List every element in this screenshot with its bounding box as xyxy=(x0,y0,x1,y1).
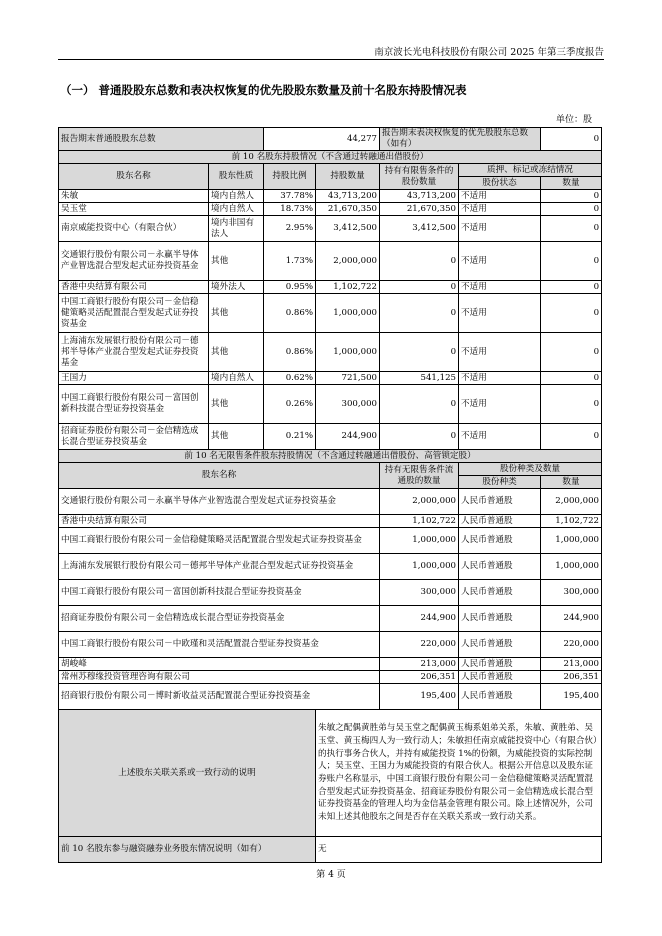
share-type: 人民币普通股 xyxy=(459,671,541,684)
shareholder-name: 吴玉堂 xyxy=(59,203,209,216)
shares-held: 300,000 xyxy=(316,385,380,424)
section-heading: （一） 普通股股东总数和表决权恢复的优先股股东数量及前十名股东持股情况表 xyxy=(60,83,467,97)
col-header-ratio: 持股比例 xyxy=(264,164,316,190)
shareholder-nature: 其他 xyxy=(209,333,264,372)
shareholder-row xyxy=(59,372,602,385)
share-type-count: 220,000 xyxy=(541,632,602,658)
preferred-total-value: 0 xyxy=(541,128,602,151)
shares-held: 721,500 xyxy=(316,372,380,385)
col-header-type-group: 股份种类及数量 xyxy=(459,463,602,476)
margin-label: 前 10 名股东参与融资融券业务股东情况说明（如有） xyxy=(59,837,316,863)
shareholder-nature: 境内自然人 xyxy=(209,372,264,385)
unrestricted-caption: 前 10 名无限售条件股东持股情况（不含通过转融通出借股份、高管锁定股） xyxy=(59,450,602,463)
page-header: 南京波长光电科技股份有限公司 2025 年第三季度报告 xyxy=(58,44,604,60)
unrestricted-row xyxy=(59,606,602,632)
share-type-count: 1,000,000 xyxy=(541,528,602,554)
unrestricted-holder-name: 中国工商银行股份有限公司－中欧瑾和灵活配置混合型证券投资基金 xyxy=(59,632,380,658)
share-type: 人民币普通股 xyxy=(459,580,541,606)
relation-row xyxy=(59,710,602,837)
share-type: 人民币普通股 xyxy=(459,528,541,554)
shares-held: 244,900 xyxy=(316,424,380,450)
pledge-count: 0 xyxy=(541,424,602,450)
restricted-shares: 541,125 xyxy=(380,372,459,385)
shareholder-name: 招商证券股份有限公司－金信精选成长混合型证券投资基金 xyxy=(59,424,209,450)
shareholding-ratio: 0.86% xyxy=(264,294,316,333)
share-type-count: 2,000,000 xyxy=(541,489,602,515)
share-type-count: 1,000,000 xyxy=(541,554,602,580)
unrestricted-row xyxy=(59,489,602,515)
shareholder-nature: 境内自然人 xyxy=(209,190,264,203)
col-header-unres-name: 股东名称 xyxy=(59,463,380,489)
shareholder-nature: 其他 xyxy=(209,424,264,450)
pledge-count: 0 xyxy=(541,281,602,294)
col-header-type-count: 数量 xyxy=(541,476,602,489)
col-header-qty: 持股数量 xyxy=(316,164,380,190)
restricted-shares: 0 xyxy=(380,333,459,372)
share-type-count: 206,351 xyxy=(541,671,602,684)
share-type-count: 244,900 xyxy=(541,606,602,632)
unrestricted-qty: 213,000 xyxy=(380,658,459,671)
unrestricted-qty: 195,400 xyxy=(380,684,459,710)
unrestricted-row xyxy=(59,671,602,684)
share-type: 人民币普通股 xyxy=(459,606,541,632)
shareholder-name: 朱敏 xyxy=(59,190,209,203)
top10-header-row xyxy=(59,164,602,177)
restricted-shares: 0 xyxy=(380,281,459,294)
shareholding-ratio: 0.62% xyxy=(264,372,316,385)
unrestricted-holder-name: 香港中央结算有限公司 xyxy=(59,515,380,528)
col-header-status: 股份状态 xyxy=(459,177,541,190)
pledge-count: 0 xyxy=(541,242,602,281)
shareholding-ratio: 37.78% xyxy=(264,190,316,203)
shareholding-ratio: 0.86% xyxy=(264,333,316,372)
restricted-shares: 0 xyxy=(380,424,459,450)
shares-held: 1,000,000 xyxy=(316,333,380,372)
share-type-count: 213,000 xyxy=(541,658,602,671)
unrestricted-holder-name: 招商证券股份有限公司－金信精选成长混合型证券投资基金 xyxy=(59,606,380,632)
relation-label: 上述股东关联关系或一致行动的说明 xyxy=(59,710,316,837)
restricted-shares: 0 xyxy=(380,294,459,333)
margin-row xyxy=(59,837,602,863)
shareholder-nature: 其他 xyxy=(209,385,264,424)
unrestricted-holder-name: 中国工商银行股份有限公司－富国创新科技混合型证券投资基金 xyxy=(59,580,380,606)
unrestricted-row xyxy=(59,580,602,606)
shareholder-row xyxy=(59,242,602,281)
shareholding-ratio: 0.26% xyxy=(264,385,316,424)
shareholder-row xyxy=(59,203,602,216)
unrestricted-qty: 1,000,000 xyxy=(380,554,459,580)
unrestricted-row xyxy=(59,632,602,658)
shareholder-nature: 其他 xyxy=(209,294,264,333)
share-type: 人民币普通股 xyxy=(459,554,541,580)
restricted-shares: 0 xyxy=(380,242,459,281)
pledge-count: 0 xyxy=(541,294,602,333)
unrestricted-qty: 1,102,722 xyxy=(380,515,459,528)
unrestricted-holder-name: 常州苏穆缘投资管理咨询有限公司 xyxy=(59,671,380,684)
pledge-status: 不适用 xyxy=(459,216,541,242)
unrestricted-holder-name: 招商银行股份有限公司－博时新收益灵活配置混合型证券投资基金 xyxy=(59,684,380,710)
share-type-count: 195,400 xyxy=(541,684,602,710)
shareholder-name: 中国工商银行股份有限公司－金信稳健策略灵活配置混合型发起式证券投资基金 xyxy=(59,294,209,333)
shares-held: 21,670,350 xyxy=(316,203,380,216)
pledge-status: 不适用 xyxy=(459,294,541,333)
margin-value: 无 xyxy=(316,837,602,863)
pledge-count: 0 xyxy=(541,372,602,385)
shares-held: 3,412,500 xyxy=(316,216,380,242)
preferred-total-label: 报告期末表决权恢复的优先股股东总数（如有） xyxy=(380,128,541,151)
shareholder-row xyxy=(59,281,602,294)
shareholder-name: 王国力 xyxy=(59,372,209,385)
unrestricted-header-row xyxy=(59,463,602,476)
shareholding-ratio: 1.73% xyxy=(264,242,316,281)
page-number: 第 4 页 xyxy=(316,870,346,880)
col-header-pledge: 质押、标记或冻结情况 xyxy=(459,164,602,177)
unrestricted-row xyxy=(59,658,602,671)
shareholding-ratio: 2.95% xyxy=(264,216,316,242)
shareholder-nature: 境内自然人 xyxy=(209,203,264,216)
pledge-count: 0 xyxy=(541,333,602,372)
col-header-count: 数量 xyxy=(541,177,602,190)
restricted-shares: 0 xyxy=(380,385,459,424)
shareholder-name: 香港中央结算有限公司 xyxy=(59,281,209,294)
col-header-unres-qty: 持有无限售条件流通股的数量 xyxy=(380,463,459,489)
pledge-status: 不适用 xyxy=(459,333,541,372)
top10-caption-row xyxy=(59,151,602,164)
shareholding-ratio: 0.95% xyxy=(264,281,316,294)
restricted-shares: 3,412,500 xyxy=(380,216,459,242)
unrestricted-holder-name: 上海浦东发展银行股份有限公司－德邦半导体产业混合型发起式证券投资基金 xyxy=(59,554,380,580)
unrestricted-qty: 300,000 xyxy=(380,580,459,606)
unrestricted-qty: 220,000 xyxy=(380,632,459,658)
share-type: 人民币普通股 xyxy=(459,515,541,528)
shares-held: 43,713,200 xyxy=(316,190,380,203)
unrestricted-row xyxy=(59,554,602,580)
shareholder-row xyxy=(59,333,602,372)
restricted-shares: 43,713,200 xyxy=(380,190,459,203)
pledge-count: 0 xyxy=(541,216,602,242)
unrestricted-qty: 2,000,000 xyxy=(380,489,459,515)
pledge-status: 不适用 xyxy=(459,190,541,203)
share-type-count: 1,102,722 xyxy=(541,515,602,528)
shares-held: 2,000,000 xyxy=(316,242,380,281)
summary-row xyxy=(59,128,602,151)
pledge-count: 0 xyxy=(541,385,602,424)
restricted-shares: 21,670,350 xyxy=(380,203,459,216)
col-header-restricted: 持有有限售条件的股份数量 xyxy=(380,164,459,190)
unrestricted-holder-name: 交通银行股份有限公司－永赢半导体产业智选混合型发起式证券投资基金 xyxy=(59,489,380,515)
shareholder-row xyxy=(59,424,602,450)
col-header-nature: 股东性质 xyxy=(209,164,264,190)
unrestricted-qty: 206,351 xyxy=(380,671,459,684)
shareholder-name: 南京威能投资中心（有限合伙） xyxy=(59,216,209,242)
pledge-status: 不适用 xyxy=(459,242,541,281)
unrestricted-qty: 1,000,000 xyxy=(380,528,459,554)
top10-caption: 前 10 名股东持股情况（不含通过转融通出借股份） xyxy=(59,151,602,164)
shareholder-nature: 其他 xyxy=(209,242,264,281)
unrestricted-caption-row xyxy=(59,450,602,463)
unrestricted-holder-name: 胡峻峰 xyxy=(59,658,380,671)
common-total-value: 44,277 xyxy=(264,128,380,151)
unrestricted-row xyxy=(59,515,602,528)
shareholder-name: 上海浦东发展银行股份有限公司－德邦半导体产业混合型发起式证券投资基金 xyxy=(59,333,209,372)
pledge-status: 不适用 xyxy=(459,203,541,216)
pledge-status: 不适用 xyxy=(459,281,541,294)
shares-held: 1,000,000 xyxy=(316,294,380,333)
shareholder-nature: 境内非国有法人 xyxy=(209,216,264,242)
share-type: 人民币普通股 xyxy=(459,489,541,515)
unrestricted-holder-name: 中国工商银行股份有限公司－金信稳健策略灵活配置混合型发起式证券投资基金 xyxy=(59,528,380,554)
share-type: 人民币普通股 xyxy=(459,632,541,658)
unrestricted-qty: 244,900 xyxy=(380,606,459,632)
share-type: 人民币普通股 xyxy=(459,684,541,710)
shares-held: 1,102,722 xyxy=(316,281,380,294)
shareholder-name: 交通银行股份有限公司－永赢半导体产业智选混合型发起式证券投资基金 xyxy=(59,242,209,281)
shareholding-ratio: 18.73% xyxy=(264,203,316,216)
shareholder-row xyxy=(59,294,602,333)
common-total-label: 报告期末普通股股东总数 xyxy=(59,128,264,151)
pledge-status: 不适用 xyxy=(459,424,541,450)
shareholder-table xyxy=(58,127,602,863)
shareholding-ratio: 0.21% xyxy=(264,424,316,450)
pledge-count: 0 xyxy=(541,203,602,216)
pledge-status: 不适用 xyxy=(459,385,541,424)
pledge-count: 0 xyxy=(541,190,602,203)
unrestricted-row xyxy=(59,528,602,554)
unit-label: 单位：股 xyxy=(555,115,592,125)
pledge-status: 不适用 xyxy=(459,372,541,385)
shareholder-name: 中国工商银行股份有限公司－富国创新科技混合型证券投资基金 xyxy=(59,385,209,424)
unrestricted-row xyxy=(59,684,602,710)
col-header-type: 股份种类 xyxy=(459,476,541,489)
shareholder-row xyxy=(59,385,602,424)
share-type: 人民币普通股 xyxy=(459,658,541,671)
shareholder-row xyxy=(59,190,602,203)
shareholder-nature: 境外法人 xyxy=(209,281,264,294)
col-header-name: 股东名称 xyxy=(59,164,209,190)
share-type-count: 300,000 xyxy=(541,580,602,606)
relation-text: 朱敏之配偶黄胜弟与吴玉堂之配偶黄玉梅系姐弟关系，朱敏、黄胜弟、吴玉堂、黄玉梅四人为一致行动人；朱敏担任南京威能投资中心（有限合伙）的执行事务合伙人，并持有威能投资 1%的份额，为威能投资的实际控制人；吴玉堂、王国力为威能投资的有限合伙人。根据公开信息以及股东证券账户名称显示，中国工商银行股份有限公司－金信稳健策略灵活配置混合型发起式证券投资基金、招商证券股份有限公司－金信精选成长混合型证券投资基金的管理人均为金信基金管理有限公司。除上述情况外，公司未知上述其他股东之间是否存在关联关系或一致行动关系。 xyxy=(316,710,602,837)
shareholder-row xyxy=(59,216,602,242)
